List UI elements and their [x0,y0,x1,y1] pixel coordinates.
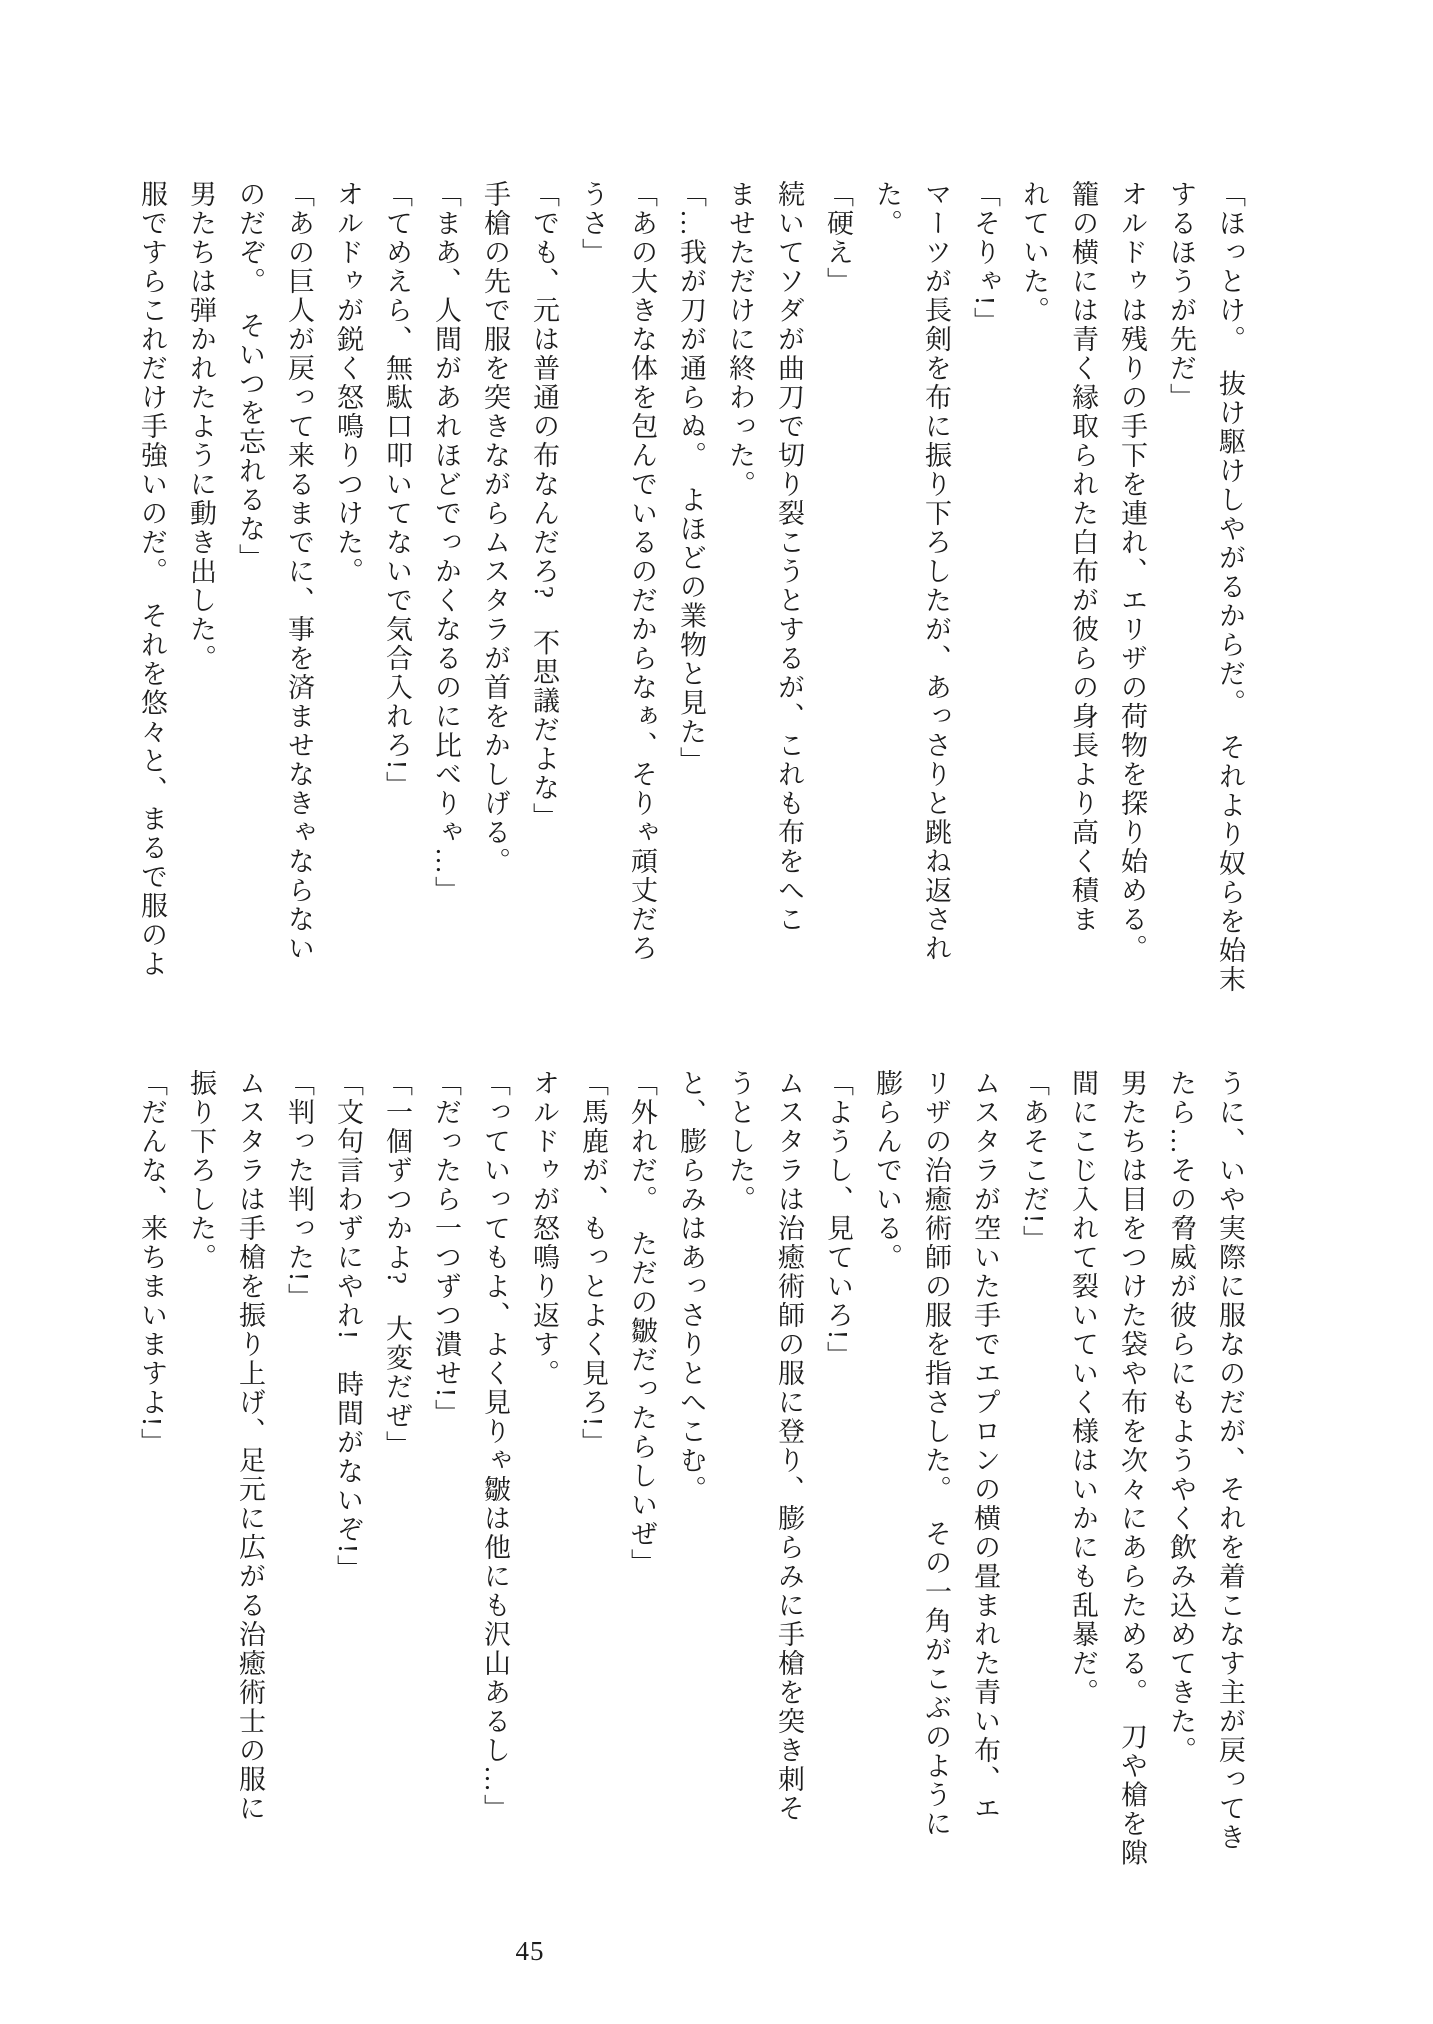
text-line: れていた。 [1019,180,1049,325]
text-line: 間にこじ入れて裂いていく様はいかにも乱暴だ。 [1068,1069,1098,1707]
text-line: オルドゥが鋭く怒鳴りつけた。 [333,180,363,586]
text-line: 「硬え」 [823,180,853,296]
text-line: ませただけに終わった。 [725,180,755,499]
text-line: た。 [872,180,902,238]
text-line: 「馬鹿が、もっとよく見ろ!」 [578,1069,608,1457]
text-line: うさ」 [578,180,608,267]
text-line: 手槍の先で服を突きながらムスタラが首をかしげる。 [480,180,510,876]
text-line: 「だったら一つずつ潰せ!」 [431,1069,461,1428]
text-line: 男たちは目をつけた袋や布を次々にあらためる。 刀や槍を隙 [1117,1069,1147,1868]
text-line: 「外れだ。 ただの皺だったらしいぜ」 [627,1069,657,1578]
text-band-top [127,180,1254,1025]
text-line: 「判った判った!」 [284,1069,314,1312]
text-line: 「ようし、見ていろ!」 [823,1069,853,1370]
text-line: 「あの大きな体を包んでいるのだからなぁ、そりゃ頑丈だろ [627,180,657,963]
text-line: うとした。 [725,1069,755,1214]
text-line: 「…我が刀が通らぬ。 よほどの業物と見た」 [676,180,706,776]
text-line: 「あの巨人が戻って来るまでに、事を済ませなきゃならない [284,180,314,963]
text-line: 籠の横には青く縁取られた白布が彼らの身長より高く積ま [1068,180,1098,934]
text-line: うに、いや実際に服なのだが、それを着こなす主が戻ってき [1215,1069,1245,1852]
text-line: 「一個ずつかよ? 大変だぜ」 [382,1069,412,1460]
text-line: 「だんな、来ちまいますよ!」 [137,1069,167,1457]
text-line: 「まあ、人間があれほどでっかくなるのに比べりゃ…」 [431,180,461,905]
text-line: 「でも、元は普通の布なんだろ? 不思議だよな」 [529,180,559,832]
text-band-bottom [127,1069,1254,1914]
text-line: 「っていってもよ、よく見りゃ皺は他にも沢山あるし…」 [480,1069,510,1823]
text-line: 膨らんでいる。 [872,1069,902,1272]
text-line: オルドゥは残りの手下を連れ、エリザの荷物を探り始める。 [1117,180,1147,963]
text-line: 続いてソダが曲刀で切り裂こうとするが、これも布をへこ [774,180,804,934]
text-line: 振り下ろした。 [186,1069,216,1272]
text-line: 「文句言わずにやれ! 時間がないぞ!」 [333,1069,363,1584]
text-line: ムスタラは治癒術師の服に登り、膨らみに手槍を突き刺そ [774,1069,804,1823]
text-line: のだぞ。 そいつを忘れるな」 [235,180,265,573]
page-number: 45 [515,1936,545,1966]
text-line: マーツが長剣を布に振り下ろしたが、あっさりと跳ね返され [921,180,951,963]
text-line: 服ですらこれだけ手強いのだ。 それを悠々と、まるで服のよ [137,180,167,979]
text-line: 「あそこだ!」 [1019,1069,1049,1254]
text-line: ムスタラが空いた手でエプロンの横の畳まれた青い布、エ [970,1069,1000,1823]
text-line: するほうが先だ」 [1166,180,1196,412]
text-line: 「ほっとけ。 抜け駆けしやがるからだ。 それより奴らを始末 [1215,180,1245,994]
text-line: 「そりゃ!」 [970,180,1000,336]
text-line: たら…その脅威が彼らにもようやく飲み込めてきた。 [1166,1069,1196,1765]
text-line: 男たちは弾かれたように動き出した。 [186,180,216,673]
text-line: 「てめえら、無駄口叩いてないで気合入れろ!」 [382,180,412,800]
text-line: と、膨らみはあっさりとへこむ。 [676,1069,706,1504]
text-line: リザの治癒術師の服を指さした。 その一角がこぶのように [921,1069,951,1839]
text-line: ムスタラは手槍を振り上げ、足元に広がる治癒術士の服に [235,1069,265,1823]
text-line: オルドゥが怒鳴り返す。 [529,1069,559,1388]
